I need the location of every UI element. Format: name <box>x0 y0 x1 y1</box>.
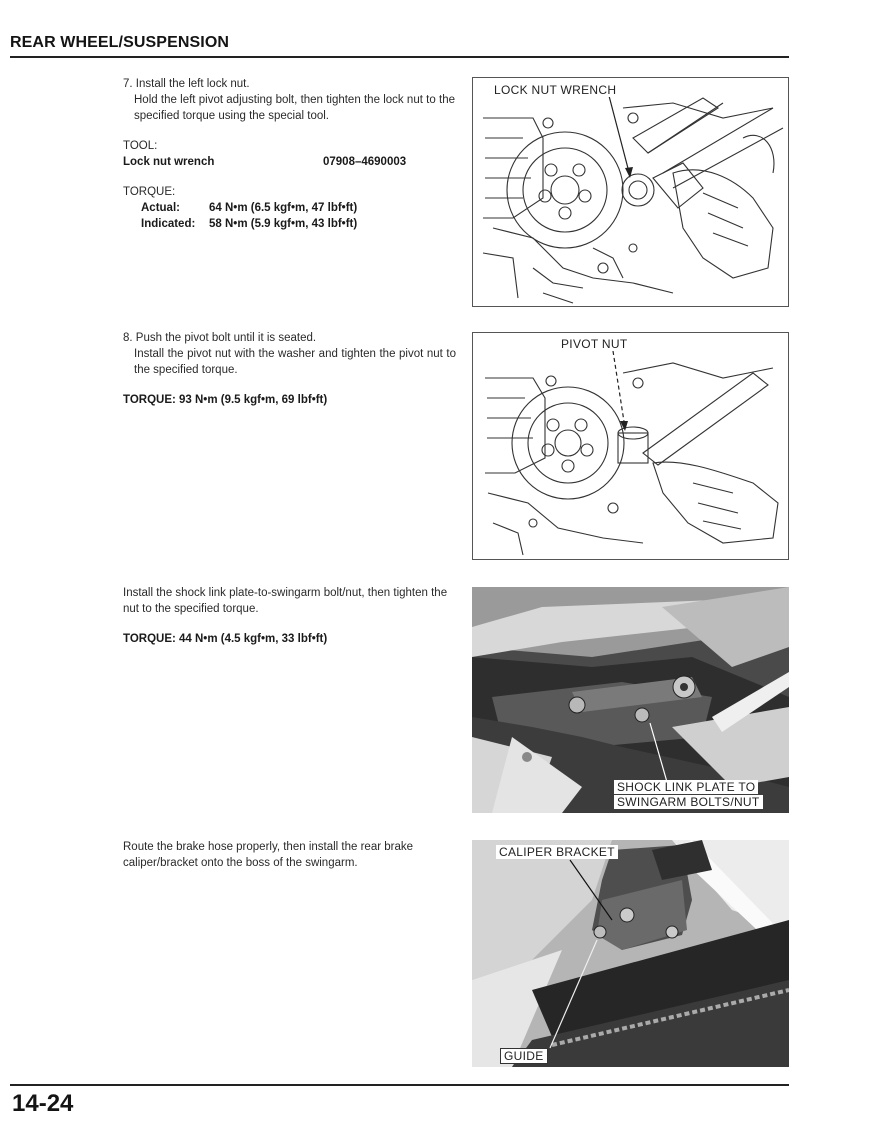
shock-link-body: Install the shock link plate-to-swingarm bolt/nut, then tighten the nut to the specified torque. <box>123 587 448 615</box>
step-7-heading: 7. Install the left lock nut. <box>123 78 250 90</box>
step-7-body: Hold the left pivot adjusting bolt, then tighten the lock nut to the specified torque using the special tool. <box>134 94 455 122</box>
caliper-bracket-photo-image <box>472 840 789 1067</box>
torque-indicated-value: 58 N•m (5.9 kgf•m, 43 lbf•ft) <box>209 218 358 230</box>
torque-label: TORQUE: <box>123 186 176 198</box>
lock-nut-wrench-callout: LOCK NUT WRENCH <box>491 83 619 97</box>
caliper-bracket-callout: CALIPER BRACKET <box>496 845 618 859</box>
pivot-nut-illustration <box>473 333 789 560</box>
torque-indicated-row <box>141 216 455 232</box>
shock-link-photo <box>472 587 789 813</box>
step-8-heading: 8. Push the pivot bolt until it is seated. <box>123 332 317 344</box>
page-header-title: REAR WHEEL/SUSPENSION <box>10 34 230 51</box>
tool-label: TOOL: <box>123 140 158 152</box>
caliper-text <box>123 839 456 871</box>
pivot-nut-callout: PIVOT NUT <box>558 337 631 351</box>
tool-number: 07908–4690003 <box>323 156 407 168</box>
footer-rule <box>10 1084 789 1086</box>
step-8-body: Install the pivot nut with the washer and tighten the pivot nut to the specified torque. <box>134 348 456 376</box>
lock-nut-wrench-figure <box>472 77 789 307</box>
shock-link-callout-line-1: SHOCK LINK PLATE TO <box>614 780 758 794</box>
step-8-torque: TORQUE: 93 N•m (9.5 kgf•m, 69 lbf•ft) <box>123 394 328 406</box>
header-rule <box>10 56 789 58</box>
tool-name: Lock nut wrench <box>123 156 215 168</box>
step-8-text <box>123 330 456 408</box>
lock-nut-wrench-illustration <box>473 78 789 307</box>
shock-link-torque: TORQUE: 44 N•m (4.5 kgf•m, 33 lbf•ft) <box>123 633 328 645</box>
torque-actual-value: 64 N•m (6.5 kgf•m, 47 lbf•ft) <box>209 202 358 214</box>
caliper-bracket-photo <box>472 840 789 1067</box>
tool-row <box>123 154 455 170</box>
pivot-nut-figure <box>472 332 789 560</box>
page-number: 14-24 <box>12 1090 74 1117</box>
shock-link-callout-line-2: SWINGARM BOLTS/NUT <box>614 795 763 809</box>
guide-callout: GUIDE <box>500 1048 548 1064</box>
shock-link-text <box>123 585 456 647</box>
step-7-text <box>123 76 455 232</box>
caliper-body: Route the brake hose properly, then install the rear brake caliper/bracket onto the boss of the swingarm. <box>123 841 414 869</box>
torque-actual-row <box>141 200 455 216</box>
torque-indicated-label: Indicated: <box>141 218 196 230</box>
torque-actual-label: Actual: <box>141 202 180 214</box>
